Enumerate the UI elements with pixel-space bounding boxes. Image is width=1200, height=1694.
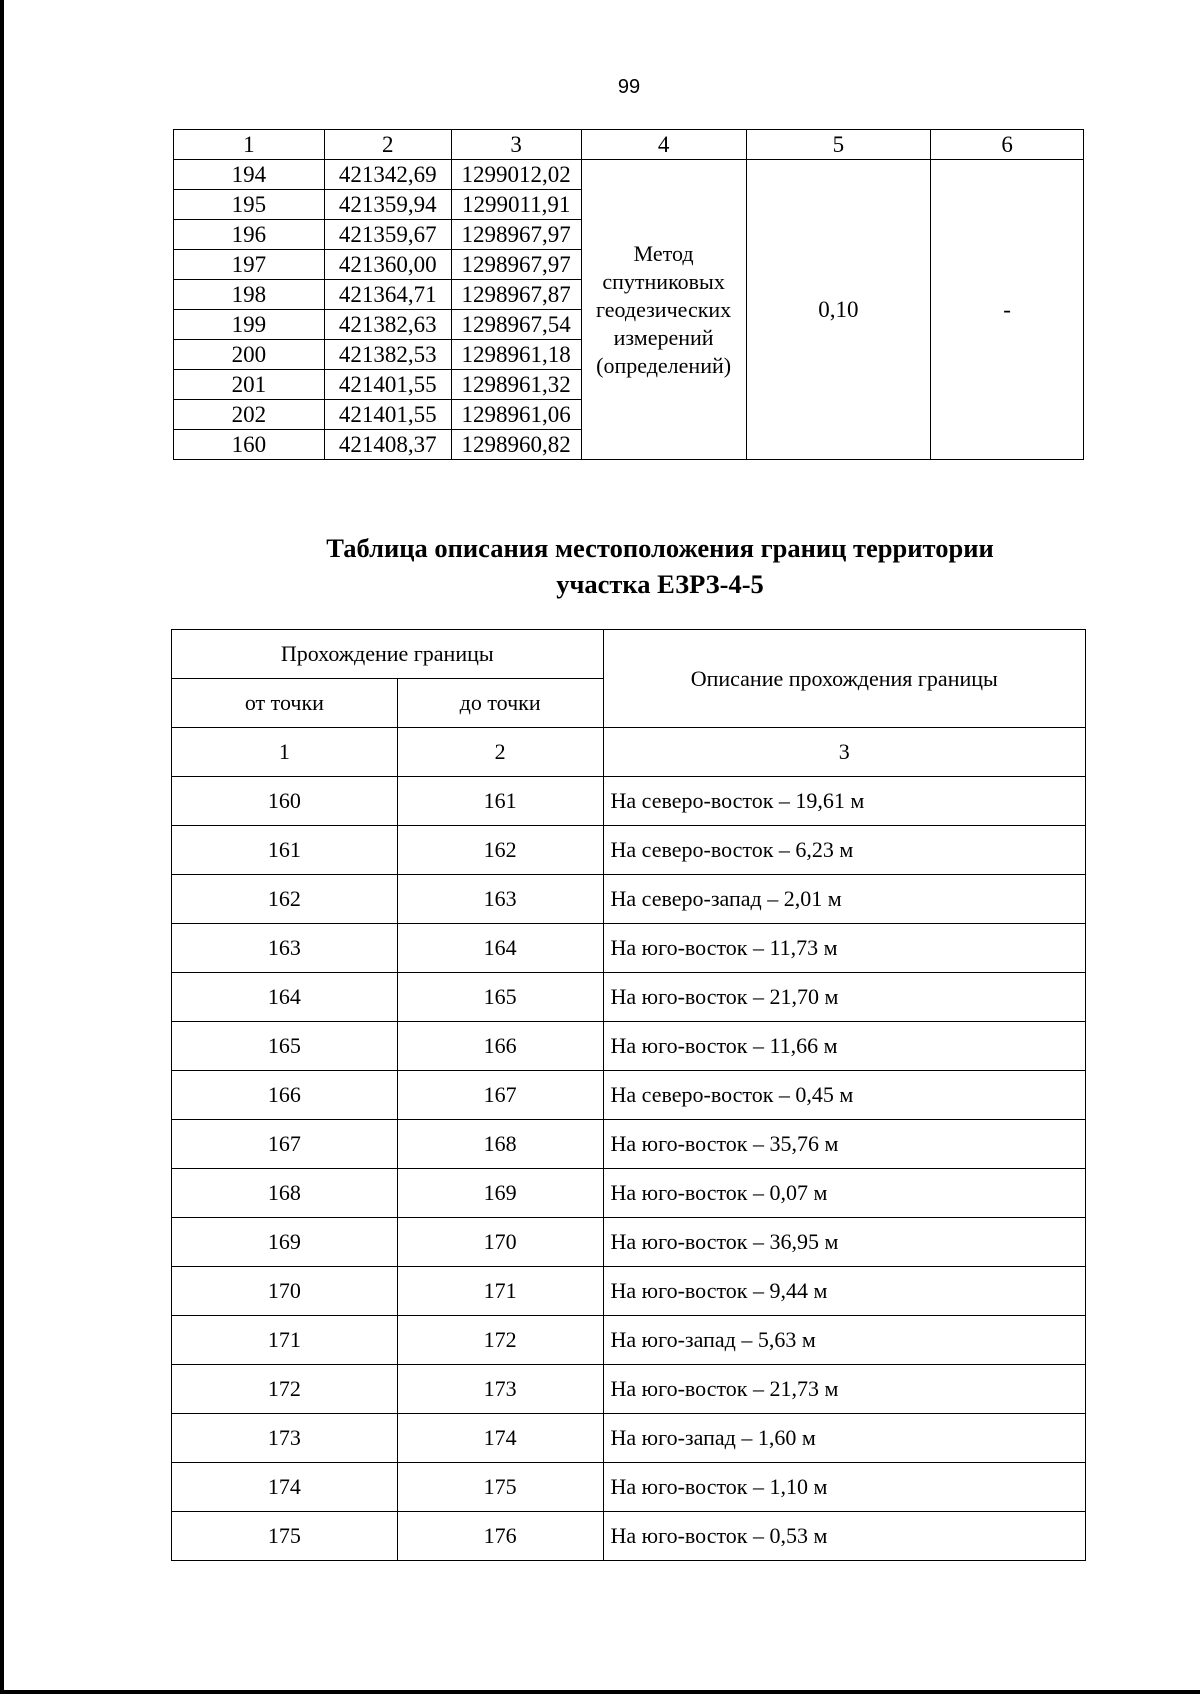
point-number: 160 <box>174 430 325 460</box>
table-row <box>172 1071 1086 1120</box>
boundary-description: На юго-восток – 0,53 м <box>603 1512 1085 1561</box>
point-number: 196 <box>174 220 325 250</box>
title-line-2: участка ЕЗРЗ-4-5 <box>556 569 764 599</box>
from-point: 167 <box>172 1120 398 1169</box>
from-point: 174 <box>172 1463 398 1512</box>
y-coordinate: 1298967,97 <box>451 220 581 250</box>
boundary-description: На северо-восток – 0,45 м <box>603 1071 1085 1120</box>
to-point: 161 <box>397 777 603 826</box>
from-point: 168 <box>172 1169 398 1218</box>
from-point: 164 <box>172 973 398 1022</box>
table-row <box>172 1218 1086 1267</box>
point-number: 202 <box>174 400 325 430</box>
to-point: 169 <box>397 1169 603 1218</box>
method-line: геодезических <box>596 296 732 322</box>
x-coordinate: 421401,55 <box>324 400 451 430</box>
scan-border-left <box>0 0 4 1694</box>
x-coordinate: 421382,53 <box>324 340 451 370</box>
boundary-passage-header: Прохождение границы <box>172 630 604 679</box>
table-row <box>172 924 1086 973</box>
coords-row <box>174 160 1084 190</box>
from-point: 173 <box>172 1414 398 1463</box>
x-coordinate: 421359,67 <box>324 220 451 250</box>
page-number: 99 <box>617 76 641 98</box>
method-cell <box>581 160 746 460</box>
point-number: 195 <box>174 190 325 220</box>
column-number: 1 <box>172 728 398 777</box>
table-row <box>172 1512 1086 1561</box>
boundary-description: На юго-восток – 11,66 м <box>603 1022 1085 1071</box>
description-header: Описание прохождения границы <box>603 630 1085 728</box>
to-point: 171 <box>397 1267 603 1316</box>
title-line-1: Таблица описания местоположения границ территории <box>326 533 994 563</box>
to-point: 166 <box>397 1022 603 1071</box>
y-coordinate: 1298961,06 <box>451 400 581 430</box>
column-number: 3 <box>451 130 581 160</box>
boundary-description-table <box>171 629 1086 1561</box>
boundary-description: На юго-восток – 36,95 м <box>603 1218 1085 1267</box>
x-coordinate: 421364,71 <box>324 280 451 310</box>
x-coordinate: 421342,69 <box>324 160 451 190</box>
bounds-header-row <box>172 630 1086 679</box>
coordinates-table <box>173 129 1084 460</box>
to-point: 164 <box>397 924 603 973</box>
boundary-description: На юго-восток – 21,70 м <box>603 973 1085 1022</box>
y-coordinate: 1298961,32 <box>451 370 581 400</box>
method-line: спутниковых <box>602 268 725 294</box>
from-point: 162 <box>172 875 398 924</box>
to-point-header: до точки <box>397 679 603 728</box>
from-point: 165 <box>172 1022 398 1071</box>
column-6-cell: - <box>931 160 1084 460</box>
scan-border-bottom <box>0 1690 1200 1694</box>
column-number: 2 <box>397 728 603 777</box>
y-coordinate: 1299011,91 <box>451 190 581 220</box>
x-coordinate: 421408,37 <box>324 430 451 460</box>
bounds-number-row <box>172 728 1086 777</box>
column-number: 4 <box>581 130 746 160</box>
to-point: 174 <box>397 1414 603 1463</box>
y-coordinate: 1299012,02 <box>451 160 581 190</box>
boundary-description: На юго-запад – 5,63 м <box>603 1316 1085 1365</box>
from-point: 170 <box>172 1267 398 1316</box>
y-coordinate: 1298967,54 <box>451 310 581 340</box>
coords-header-row <box>174 130 1084 160</box>
point-number: 199 <box>174 310 325 340</box>
from-point: 160 <box>172 777 398 826</box>
table-row <box>172 1414 1086 1463</box>
x-coordinate: 421360,00 <box>324 250 451 280</box>
y-coordinate: 1298961,18 <box>451 340 581 370</box>
method-line: Метод <box>633 240 694 266</box>
method-line: (определений) <box>596 352 732 378</box>
boundary-description: На юго-восток – 0,07 м <box>603 1169 1085 1218</box>
table-row <box>172 777 1086 826</box>
boundary-description: На северо-восток – 6,23 м <box>603 826 1085 875</box>
accuracy-cell: 0,10 <box>746 160 931 460</box>
to-point: 172 <box>397 1316 603 1365</box>
table-row <box>172 826 1086 875</box>
boundary-description: На юго-восток – 11,73 м <box>603 924 1085 973</box>
to-point: 162 <box>397 826 603 875</box>
from-point: 166 <box>172 1071 398 1120</box>
x-coordinate: 421382,63 <box>324 310 451 340</box>
table-row <box>172 1267 1086 1316</box>
from-point: 163 <box>172 924 398 973</box>
table-row <box>172 1120 1086 1169</box>
boundary-description: На северо-восток – 19,61 м <box>603 777 1085 826</box>
from-point: 161 <box>172 826 398 875</box>
to-point: 175 <box>397 1463 603 1512</box>
x-coordinate: 421401,55 <box>324 370 451 400</box>
boundary-description: На юго-восток – 9,44 м <box>603 1267 1085 1316</box>
column-number: 3 <box>603 728 1085 777</box>
to-point: 176 <box>397 1512 603 1561</box>
point-number: 197 <box>174 250 325 280</box>
boundary-description: На юго-запад – 1,60 м <box>603 1414 1085 1463</box>
from-point: 169 <box>172 1218 398 1267</box>
from-point: 172 <box>172 1365 398 1414</box>
table-row <box>172 1316 1086 1365</box>
table-row <box>172 1463 1086 1512</box>
from-point: 171 <box>172 1316 398 1365</box>
from-point: 175 <box>172 1512 398 1561</box>
to-point: 170 <box>397 1218 603 1267</box>
to-point: 167 <box>397 1071 603 1120</box>
y-coordinate: 1298967,97 <box>451 250 581 280</box>
point-number: 200 <box>174 340 325 370</box>
x-coordinate: 421359,94 <box>324 190 451 220</box>
boundary-description: На юго-восток – 1,10 м <box>603 1463 1085 1512</box>
table-row <box>172 1022 1086 1071</box>
table-row <box>172 1365 1086 1414</box>
table-row <box>172 973 1086 1022</box>
method-line: измерений <box>613 324 714 350</box>
boundary-description: На юго-восток – 35,76 м <box>603 1120 1085 1169</box>
point-number: 201 <box>174 370 325 400</box>
section-title <box>0 530 1200 602</box>
table-row <box>172 875 1086 924</box>
to-point: 165 <box>397 973 603 1022</box>
point-number: 198 <box>174 280 325 310</box>
to-point: 163 <box>397 875 603 924</box>
column-number: 5 <box>746 130 931 160</box>
boundary-description: На северо-запад – 2,01 м <box>603 875 1085 924</box>
column-number: 2 <box>324 130 451 160</box>
column-number: 1 <box>174 130 325 160</box>
y-coordinate: 1298967,87 <box>451 280 581 310</box>
to-point: 173 <box>397 1365 603 1414</box>
y-coordinate: 1298960,82 <box>451 430 581 460</box>
point-number: 194 <box>174 160 325 190</box>
to-point: 168 <box>397 1120 603 1169</box>
column-number: 6 <box>931 130 1084 160</box>
table-row <box>172 1169 1086 1218</box>
from-point-header: от точки <box>172 679 398 728</box>
boundary-description: На юго-восток – 21,73 м <box>603 1365 1085 1414</box>
